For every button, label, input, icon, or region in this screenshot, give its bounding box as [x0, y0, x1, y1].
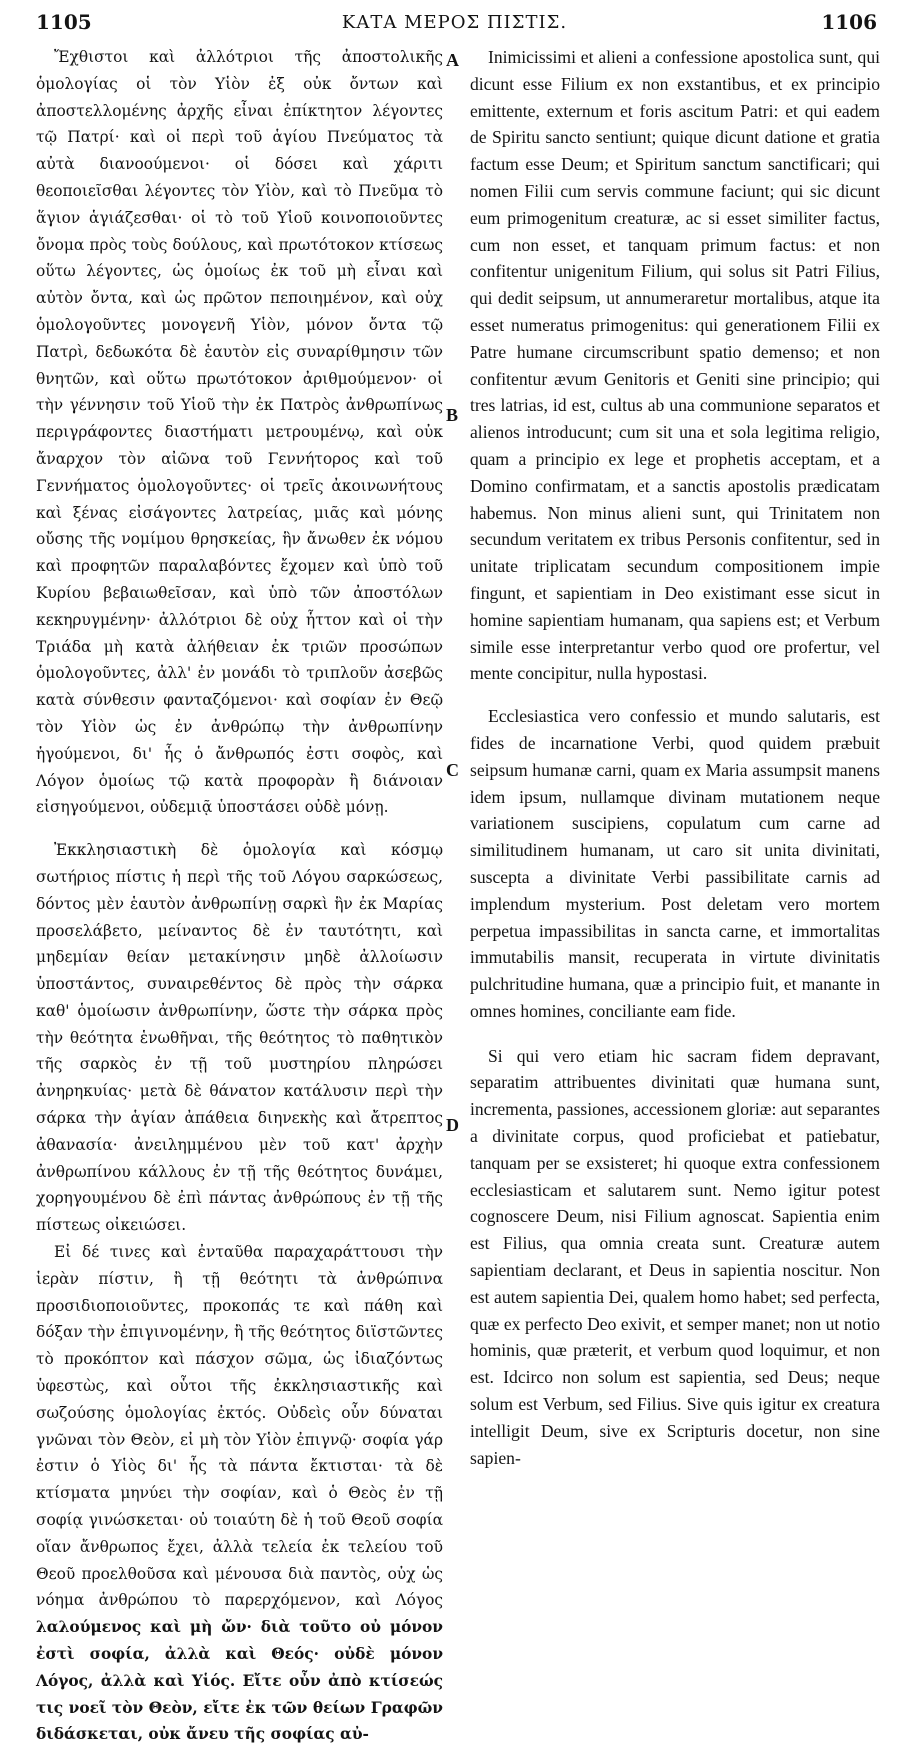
paragraph-gap [470, 687, 880, 703]
running-title: ΚΑΤΑ ΜΕΡΟΣ ΠΙΣΤΙΣ. [341, 12, 568, 33]
running-header [0, 8, 909, 42]
margin-letter-b: B [446, 405, 459, 425]
paragraph-gap [470, 1025, 880, 1043]
greek-column [36, 44, 443, 1744]
greek-paragraph-3-tail: λαλούμενος καὶ μὴ ὤν· διὰ τοῦτο οὐ μόνον ἐστὶ σοφία, ἀλλὰ καὶ Θεός· οὐδὲ μόνον Λόγος, ἀλλὰ καὶ Υἱός. Εἴτε οὖν ἀπὸ κτίσεώς τις νοεῖ τὸν Θεὸν, εἴτε ἐκ τῶν θείων Γραφῶν διδάσκεται, οὐκ ἄνευ τῆς σοφίας αὐ- [36, 1618, 443, 1744]
greek-paragraph-3-body: Εἰ δέ τινες καὶ ἐνταῦθα παραχαράττουσι τὴν ἱερὰν πίστιν, ἢ τῇ θεότητι τὰ ἀνθρώπινα προσιδιοποιοῦντες, προκοπάς τε καὶ πάθη καὶ δόξαν τὴν ἐπιγινομένην, ἢ τῆς θεότητος διϊστῶντες τὸ προκόπτον καὶ πάσχον σῶμα, ὡς ἰδιαζόντως ὑφεστὼς, καὶ οὗτοι τῆς ἐκκλησιαστικῆς καὶ σωζούσης ὁμολογίας ἐκτός. Οὐδεὶς οὖν δύναται γνῶναι τὸν Θεὸν, εἰ μὴ τὸν Υἱὸν ἐπιγνῷ· σοφία γάρ ἐστιν ὁ Υἱὸς δι' ἧς τὰ πάντα ἔκτισται· τὰ δὲ κτίσματα μηνύει τὴν σοφίαν, καὶ ὁ Θεὸς ἐν τῇ σοφίᾳ γινώσκεται· οὐ τοιαύτη δὲ ἡ τοῦ Θεοῦ σοφία οἵαν ἄνθρωπος ἔχει, ἀλλὰ τελεία ἐκ τελείου τοῦ Θεοῦ προελθοῦσα καὶ μένουσα διὰ παντὸς, οὐχ ὡς νόημα ἀνθρώπου τὸ παρερχόμενον, καὶ Λόγος [36, 1243, 443, 1610]
latin-paragraph-1: Inimicissimi et alieni a confessione apostolica sunt, qui dicunt esse Filium ex non exstantibus, et ex principio emittente, externum et foris ascitum Patri: et qui eadem de Spiritu sancto sentiunt; quique dicunt datione et gratia factum esse Deum; et Spiritum sanctum sanctificari; qui nomen Filii cum servis commune faciunt; qui sic dicunt eum primogenitum creaturæ, ac si esset similiter factus, cum non esset, et tanquam primum factus: et non confitentur unigenitum Filium, qui solus sit Patri Filius, qui dedit seipsum, ut annumeraretur mortalibus, atque ita esset numeratus primogenitus: qui generationem Filii ex Patre humane circumscribunt spatio demenso; et non confitentur ævum Genitoris et Geniti sine principio; qui tres latrias, id est, cultus ab una communione separatos et alienos introducunt; cum sit una et sola legitima religio, quam a principio ex lege et prophetis acceptam, et a Domino confirmatam, et a sanctis apostolis prædicatam habemus. Non minus alieni sunt, qui Trinitatem non secundum veritatem ex tribus Personis confitentur, sed in unitate triplicatam secundum compositionem impie fingunt, et sapientiam in Deo existimant esse sicut in homine sapientiam humanam, qua sapiens est; et Verbum simile esse interpretantur verbo quod ore profertur, vel mente concipitur, nulla hypostasi. [470, 47, 880, 684]
greek-paragraph-1: Ἔχθιστοι καὶ ἀλλότριοι τῆς ἀποστολικῆς ὁμολογίας οἱ τὸν Υἱὸν ἐξ οὐκ ὄντων καὶ ἀποστελλομένης ἀρχῆς εἶναι ἐπίκτητον λέγοντες τῷ Πατρί· καὶ οἱ περὶ τοῦ ἁγίου Πνεύματος τὰ αὐτὰ διανοούμενοι· οἱ δόσει καὶ χάριτι θεοποιεῖσθαι λέγοντες τὸν Υἱὸν, καὶ τὸ Πνεῦμα τὸ ἅγιον ἁγιάζεσθαι· οἱ τὸ τοῦ Υἱοῦ κοινοποιοῦντες ὄνομα πρὸς τοὺς δούλους, καὶ πρωτότοκον κτίσεως οὕτω λέγοντες, ὡς ὁμοίως ἐκ τοῦ μὴ εἶναι καὶ αὐτὸν ὄντα, καὶ ὡς πρῶτον πεποιημένον, καὶ οὐχ ὁμολογοῦντες μονογενῆ Υἱὸν, μόνον ὄντα τῷ Πατρὶ, δεδωκότα δὲ ἑαυτὸν εἰς συναρίθμησιν τῶν θνητῶν, καὶ οὕτω πρωτότοκον ἀριθμούμενον· οἱ τὴν γέννησιν τοῦ Υἱοῦ τὴν ἐκ Πατρὸς ἀνθρωπίνως περιγράφοντες διαστήματι μετρουμένῳ, καὶ οὐκ ἄναρχον τὸν αἰῶνα τοῦ Γεννήτορος καὶ τοῦ Γεννήματος ὁμολογοῦντες· οἱ τρεῖς ἀκοινωνήτους καὶ ξένας εἰσάγοντες λατρείας, μιᾶς καὶ μόνης οὔσης τῆς νομίμου θρησκείας, ἣν ἄνωθεν ἐκ νόμου καὶ προφητῶν παραλαβόντες ἔχομεν καὶ ὑπὸ τοῦ Κυρίου βεβαιωθεῖσαν, καὶ ὑπὸ τῶν ἀποστόλων κεκηρυγμένην· ἀλλότριοι δὲ οὐχ ἧττον καὶ οἱ τὴν Τριάδα μὴ κατὰ ἀλήθειαν ἐκ τριῶν προσώπων ὁμολογοῦντες, ἀλλ' ἐν μονάδι τὸ τριπλοῦν ἀσεβῶς κατὰ σύνθεσιν φανταζόμενοι· καὶ σοφίαν ἐν Θεῷ τὸν Υἱὸν ὡς ἐν ἀνθρώπῳ τὴν ἀνθρωπίνην ἡγούμενοι, δι' ἧς ὁ ἄνθρωπός ἐστι σοφὸς, καὶ Λόγον ὁμοίως τῷ κατὰ προφορὰν ἢ διάνοιαν εἰσηγούμενοι, οὐδεμιᾷ ὑποστάσει οὐδὲ μόνῃ. [36, 48, 443, 817]
paragraph-gap [36, 821, 443, 837]
latin-paragraph-3: Si qui vero etiam hic sacram fidem depravant, separatim attribuentes divinitati quæ humana sunt, incrementa, passiones, accessionem gloriæ: aut separantes a divinitate corpus, quod proficiebat et patiebatur, tanquam per se exsisteret; hi quoque extra confessionem ecclesiasticam et salutarem sunt. Nemo igitur potest cognoscere Deum, nisi Filium agnoscat. Sapientia enim est Filius, qua omnia creata sunt. Creaturæ autem sapientiam declarant, et Deus in sapientia noscitur. Non est autem sapientia Dei, qualem homo habet; sed perfecta, quæ ex perfecto Deo exivit, et semper manet; non ut notio hominis, quæ præterit, et verbum quod loquimur, et non est. Idcirco non solum est sapientia, sed Deus; neque solum est Verbum, sed Filius. Sive quis igitur ex creatura intelligit Deum, sive ex Scripturis docetur, non sine sapien- [470, 1045, 880, 1468]
margin-letter-a: A [446, 50, 459, 70]
margin-letter-c: C [446, 760, 459, 780]
page-number-right: 1106 [821, 10, 877, 34]
greek-paragraph-2: Ἐκκλησιαστικὴ δὲ ὁμολογία καὶ κόσμῳ σωτήριος πίστις ἡ περὶ τῆς τοῦ Λόγου σαρκώσεως, δόντος μὲν ἑαυτὸν ἀνθρωπίνῃ σαρκὶ ἣν ἐκ Μαρίας προσελάβετο, μείναντος δὲ ἐν ταυτότητι, καὶ μηδεμίαν θείαν μετακίνησιν μηδὲ ἀλλοίωσιν ὑποστάντος, συναιρεθέντος δὲ πρὸς τὴν σάρκα καθ' ὁμοίωσιν ἀνθρωπίνην, ὥστε τὴν σάρκα πρὸς τὴν θεότητα ἑνωθῆναι, τῆς θεότητος τὸ παθητικὸν τῆς σαρκὸς ἐν τῇ τοῦ μυστηρίου πληρώσει ἀνηρηκυίας· μετὰ δὲ θάνατον κατάλυσιν περὶ τὴν σάρκα τὴν ἁγίαν ἀπάθεια διηνεκὴς καὶ ἄτρεπτος ἀθανασία· ἀνειλημμένου μὲν τοῦ κατ' ἀρχὴν ἀνθρωπίνου κάλλους ἐν τῇ τῆς θεότητος δυνάμει, χορηγουμένου δὲ ἐπὶ πάντας ἀνθρώπους ἐν τῇ τῆς πίστεως οἰκειώσει. [36, 841, 443, 1235]
latin-column [470, 44, 880, 1537]
greek-paragraph-3 [36, 1239, 443, 1748]
latin-paragraph-2: Ecclesiastica vero confessio et mundo salutaris, est fides de incarnatione Verbi, quod quidem præbuit seipsum humanæ carni, quam ex Maria assumpsit manens idem ipsum, nullamque divinam mutationem neque variationem suscipiens, copulatum cum carne ad similitudinem humanam, ut caro sit unita divinitati, suscepta a divinitate Verbi passibilitate carnis ad implendum mysterium. Post deletam vero mortem perpetua impassibilitas in sancta carne, et immortalitas immutabilis mansit, recuperata in virtute divinitatis pulchritudine humana, quæ a principio fuit, et manante in omnes homines, conciliante eam fide. [470, 706, 880, 1021]
page-number-left: 1105 [36, 10, 92, 34]
margin-letter-d: D [446, 1115, 459, 1135]
